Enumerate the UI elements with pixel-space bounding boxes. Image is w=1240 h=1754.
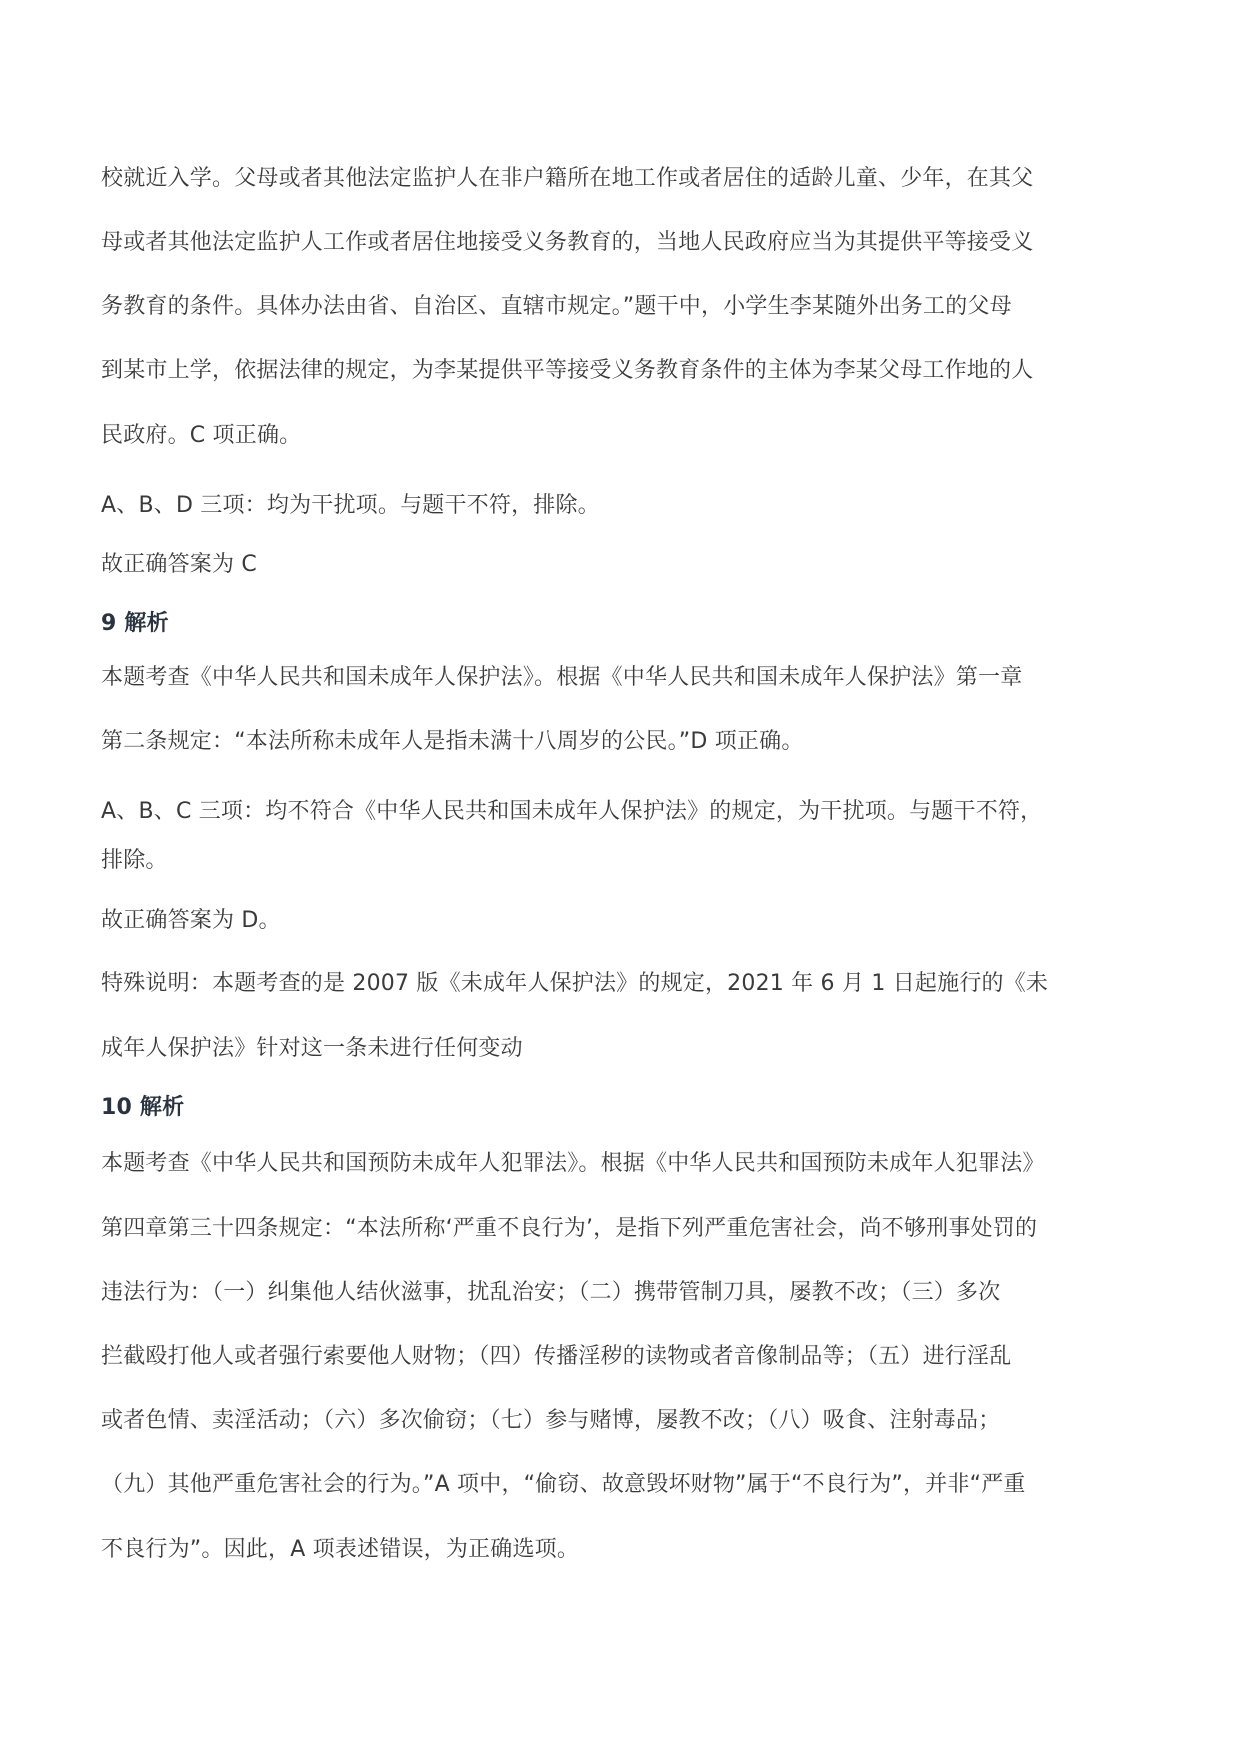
text-line: 或者色情、卖淫活动；（六）多次偷窃；（七）参与赌博，屡教不改；（八）吸食、注射毒品； <box>101 1408 1001 1433</box>
text-line: 母或者其他法定监护人工作或者居住地接受义务教育的，当地人民政府应当为其提供平等接受义 <box>101 230 1034 255</box>
text-line: 故正确答案为 C <box>101 552 257 577</box>
text-line: 特殊说明：本题考查的是 2007 版《未成年人保护法》的规定，2021 年 6 月 1 日起施行的《未 <box>101 971 1049 996</box>
text-line: 排除。 <box>101 848 168 873</box>
text-line: 本题考查《中华人民共和国未成年人保护法》。根据《中华人民共和国未成年人保护法》第一章 <box>101 665 1023 690</box>
text-line: 校就近入学。父母或者其他法定监护人在非户籍所在地工作或者居住的适龄儿童、少年，在其父 <box>101 166 1034 191</box>
text-line: 违法行为：（一）纠集他人结伙滋事，扰乱治安；（二）携带管制刀具，屡教不改；（三）多次 <box>101 1280 1001 1305</box>
text-line: 拦截殴打他人或者强行索要他人财物；（四）传播淫秽的读物或者音像制品等；（五）进行淫乱 <box>101 1344 1012 1369</box>
text-line: 第四章第三十四条规定：“本法所称‘严重不良行为’，是指下列严重危害社会，尚不够刑事处罚的 <box>101 1216 1038 1241</box>
text-line: 到某市上学，依据法律的规定，为李某提供平等接受义务教育条件的主体为李某父母工作地的人 <box>101 358 1034 383</box>
text-line: A、B、D 三项：均为干扰项。与题干不符，排除。 <box>101 493 600 518</box>
text-line: 故正确答案为 D。 <box>101 908 281 933</box>
section-heading-9: 9 解析 <box>101 611 169 636</box>
text-line: 本题考查《中华人民共和国预防未成年人犯罪法》。根据《中华人民共和国预防未成年人犯罪法》 <box>101 1151 1045 1176</box>
text-line: 务教育的条件。具体办法由省、自治区、直辖市规定。”题干中，小学生李某随外出务工的父母 <box>101 294 1012 319</box>
text-line: （九）其他严重危害社会的行为。”A 项中，“偷窃、故意毁坏财物”属于“不良行为”，并非“严重 <box>101 1472 1026 1497</box>
text-line: 第二条规定：“本法所称未成年人是指未满十八周岁的公民。”D 项正确。 <box>101 729 804 754</box>
text-line: 民政府。C 项正确。 <box>101 423 302 448</box>
text-line: 不良行为”。因此，A 项表述错误，为正确选项。 <box>101 1537 580 1562</box>
section-heading-10: 10 解析 <box>101 1095 185 1120</box>
text-line: A、B、C 三项：均不符合《中华人民共和国未成年人保护法》的规定，为干扰项。与题干不符， <box>101 799 1043 824</box>
text-line: 成年人保护法》针对这一条未进行任何变动 <box>101 1036 523 1061</box>
